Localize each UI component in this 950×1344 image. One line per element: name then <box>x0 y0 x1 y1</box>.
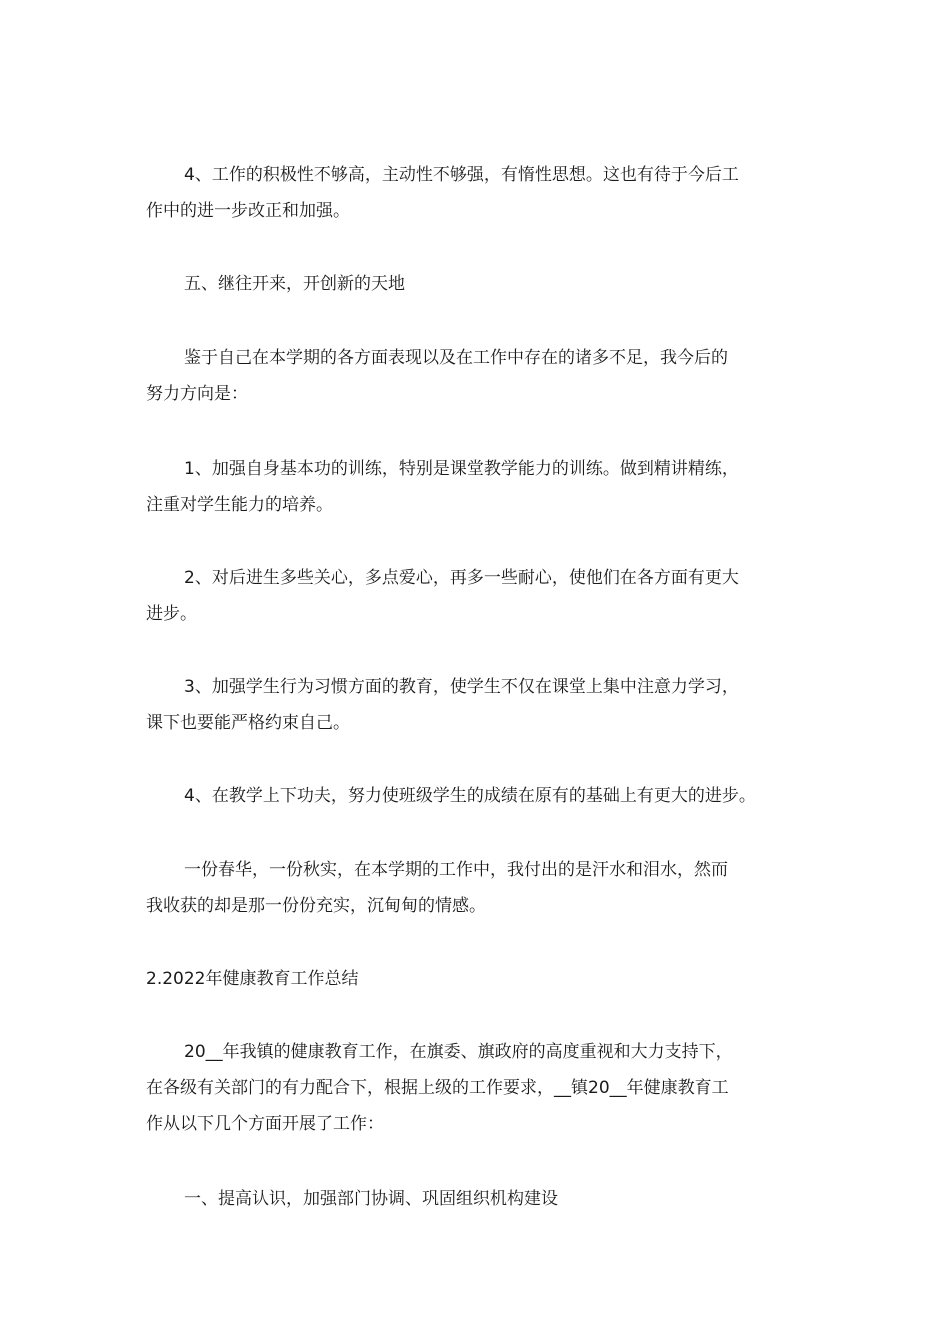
text-line: 2、对后进生多些关心，多点爱心，再多一些耐心，使他们在各方面有更大 <box>184 568 739 588</box>
text-line: 课下也要能严格约束自己。 <box>146 713 350 733</box>
text-line: 注重对学生能力的培养。 <box>146 495 333 515</box>
article-title-2 <box>146 961 806 997</box>
text-line: 我收获的却是那一份份充实，沉甸甸的情感。 <box>146 896 486 916</box>
text-line: 作从以下几个方面开展了工作： <box>146 1114 384 1134</box>
text-line: 一份春华，一份秋实，在本学期的工作中，我付出的是汗水和泪水，然而 <box>184 860 728 880</box>
paragraph-direction-3 <box>146 669 806 741</box>
text-line: 1、加强自身基本功的训练，特别是课堂教学能力的训练。做到精讲精练， <box>184 459 739 479</box>
text-line: 20__年我镇的健康教育工作，在旗委、旗政府的高度重视和大力支持下， <box>184 1042 733 1062</box>
text-line: 在各级有关部门的有力配合下，根据上级的工作要求，__镇20__年健康教育工 <box>146 1078 729 1098</box>
paragraph-conclusion <box>146 852 806 924</box>
paragraph-direction-intro <box>146 340 806 412</box>
section-heading-five <box>146 266 806 302</box>
paragraph-direction-2 <box>146 560 806 632</box>
text-line: 作中的进一步改正和加强。 <box>146 201 350 221</box>
text-line: 努力方向是： <box>146 384 248 404</box>
paragraph-direction-4 <box>146 778 806 814</box>
text-line: 4、工作的积极性不够高，主动性不够强，有惰性思想。这也有待于今后工 <box>184 165 739 185</box>
text-line: 4、在教学上下功夫，努力使班级学生的成绩在原有的基础上有更大的进步。 <box>184 786 756 806</box>
paragraph-weakness-4 <box>146 157 806 229</box>
text-line: 进步。 <box>146 604 197 624</box>
text-line: 3、加强学生行为习惯方面的教育，使学生不仅在课堂上集中注意力学习， <box>184 677 739 697</box>
text-line: 鉴于自己在本学期的各方面表现以及在工作中存在的诸多不足，我今后的 <box>184 348 728 368</box>
section-heading-one <box>146 1181 806 1217</box>
text-line: 2.2022年健康教育工作总结 <box>146 969 359 989</box>
paragraph-health-intro <box>146 1034 806 1142</box>
text-line: 五、继往开来，开创新的天地 <box>184 274 405 294</box>
paragraph-direction-1 <box>146 451 806 523</box>
text-line: 一、提高认识，加强部门协调、巩固组织机构建设 <box>184 1189 558 1209</box>
